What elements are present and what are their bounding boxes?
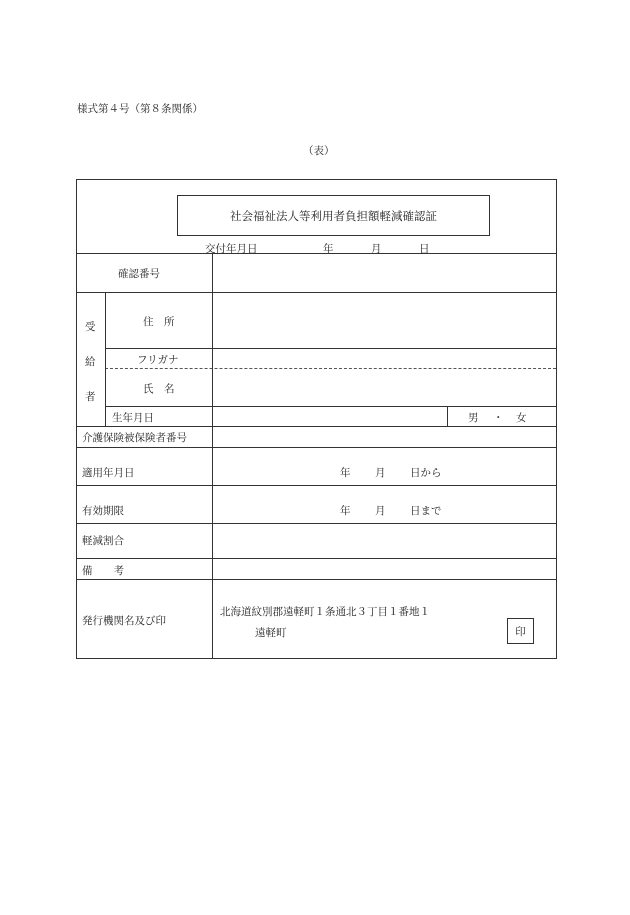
remarks-label: 備 考 bbox=[82, 565, 124, 577]
sex-separator: ・ bbox=[493, 412, 504, 424]
apply-date-day: 日から bbox=[410, 467, 442, 479]
furigana-label: フリガナ bbox=[137, 354, 179, 366]
valid-until-day: 日まで bbox=[410, 505, 442, 517]
recipient-char-2: 給 bbox=[85, 356, 96, 368]
insured-number-label: 介護保険被保険者番号 bbox=[82, 432, 187, 444]
apply-date-month: 月 bbox=[375, 467, 386, 479]
birth-date-label: 生年月日 bbox=[112, 412, 154, 424]
address-label: 住 所 bbox=[143, 316, 175, 328]
apply-date-label: 適用年月日 bbox=[82, 467, 135, 479]
form-title: 社会福祉法人等利用者負担額軽減確認証 bbox=[230, 209, 437, 223]
valid-until-label: 有効期限 bbox=[82, 505, 124, 517]
sex-female: 女 bbox=[516, 412, 527, 424]
issue-date-label: 交付年月日 bbox=[205, 243, 258, 255]
issue-date-day: 日 bbox=[419, 243, 430, 255]
issuer-label: 発行機関名及び印 bbox=[82, 615, 166, 627]
valid-until-year: 年 bbox=[340, 505, 351, 517]
confirmation-number-label: 確認番号 bbox=[118, 268, 160, 280]
valid-until-month: 月 bbox=[375, 505, 386, 517]
issuer-address: 北海道紋別郡遠軽町１条通北３丁目１番地１ bbox=[220, 606, 430, 618]
sex-male: 男 bbox=[468, 412, 479, 424]
apply-date-year: 年 bbox=[340, 467, 351, 479]
recipient-char-1: 受 bbox=[85, 321, 96, 333]
issue-date-year: 年 bbox=[323, 243, 334, 255]
side-label: （表） bbox=[303, 145, 335, 157]
issuer-name: 遠軽町 bbox=[255, 627, 287, 639]
form-number: 様式第４号（第８条関係） bbox=[77, 103, 203, 115]
recipient-char-3: 者 bbox=[85, 391, 96, 403]
seal-label: 印 bbox=[515, 626, 526, 638]
issue-date-month: 月 bbox=[371, 243, 382, 255]
reduction-rate-label: 軽減割合 bbox=[82, 535, 124, 547]
name-label: 氏 名 bbox=[143, 383, 175, 395]
